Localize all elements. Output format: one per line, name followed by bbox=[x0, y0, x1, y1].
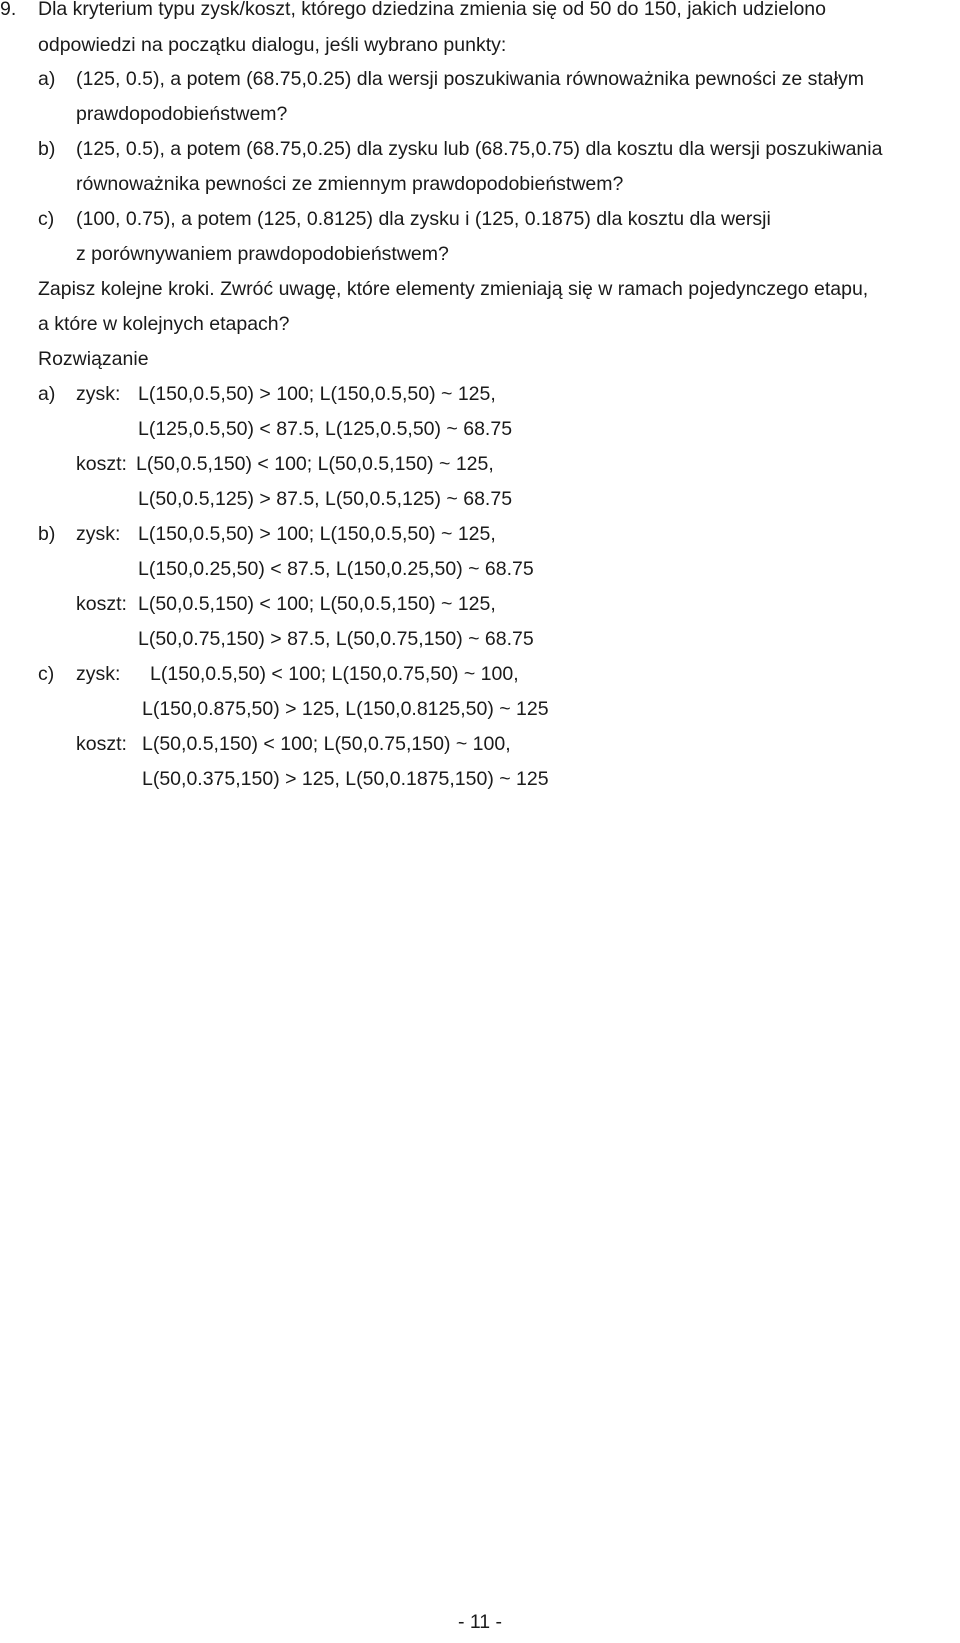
solution-b-label: b) bbox=[38, 523, 56, 545]
option-c-line-1: (100, 0.75), a potem (125, 0.8125) dla zysku i (125, 0.1875) dla kosztu dla wersji bbox=[76, 208, 771, 230]
task-line-2: a które w kolejnych etapach? bbox=[38, 313, 290, 335]
solution-a-cost-label: koszt: bbox=[76, 453, 127, 475]
solution-b-cost-2: L(50,0.75,150) > 87.5, L(50,0.75,150) ~ 68.75 bbox=[138, 628, 534, 650]
option-b-line-2: równoważnika pewności ze zmiennym prawdopodobieństwem? bbox=[76, 173, 624, 195]
solution-c-cost-1: L(50,0.5,150) < 100; L(50,0.75,150) ~ 100, bbox=[142, 733, 511, 755]
option-b-line-1: (125, 0.5), a potem (68.75,0.25) dla zysku lub (68.75,0.75) dla kosztu dla wersji poszukiwania bbox=[76, 138, 883, 160]
solution-c-cost-label: koszt: bbox=[76, 733, 127, 755]
problem-intro-line-1: Dla kryterium typu zysk/koszt, którego dziedzina zmienia się od 50 do 150, jakich udzielono bbox=[38, 0, 826, 20]
solution-b-profit-label: zysk: bbox=[76, 523, 121, 545]
solution-b-cost-1: L(50,0.5,150) < 100; L(50,0.5,150) ~ 125, bbox=[138, 593, 496, 615]
solution-c-label: c) bbox=[38, 663, 55, 685]
solution-a-profit-2: L(125,0.5,50) < 87.5, L(125,0.5,50) ~ 68.75 bbox=[138, 418, 513, 440]
task-line-1: Zapisz kolejne kroki. Zwróć uwagę, które elementy zmieniają się w ramach pojedynczego etapu, bbox=[38, 278, 869, 300]
problem-intro-line-2: odpowiedzi na początku dialogu, jeśli wybrano punkty: bbox=[38, 34, 507, 56]
solution-a-cost-1: L(50,0.5,150) < 100; L(50,0.5,150) ~ 125, bbox=[136, 453, 494, 475]
solution-a-cost-2: L(50,0.5,125) > 87.5, L(50,0.5,125) ~ 68.75 bbox=[138, 488, 513, 510]
solution-heading: Rozwiązanie bbox=[38, 348, 149, 370]
solution-b-profit-1: L(150,0.5,50) > 100; L(150,0.5,50) ~ 125, bbox=[138, 523, 496, 545]
solution-a-profit-1: L(150,0.5,50) > 100; L(150,0.5,50) ~ 125, bbox=[138, 383, 496, 405]
option-a-label: a) bbox=[38, 68, 56, 90]
option-a-line-2: prawdopodobieństwem? bbox=[76, 103, 288, 125]
solution-c-profit-1: L(150,0.5,50) < 100; L(150,0.75,50) ~ 100, bbox=[150, 663, 519, 685]
solution-a-profit-label: zysk: bbox=[76, 383, 121, 405]
option-b-label: b) bbox=[38, 138, 56, 160]
solution-c-profit-2: L(150,0.875,50) > 125, L(150,0.8125,50) ~ 125 bbox=[142, 698, 549, 720]
solution-c-profit-label: zysk: bbox=[76, 663, 121, 685]
solution-b-profit-2: L(150,0.25,50) < 87.5, L(150,0.25,50) ~ 68.75 bbox=[138, 558, 534, 580]
solution-c-cost-2: L(50,0.375,150) > 125, L(50,0.1875,150) ~ 125 bbox=[142, 768, 549, 790]
solution-b-cost-label: koszt: bbox=[76, 593, 127, 615]
option-a-line-1: (125, 0.5), a potem (68.75,0.25) dla wersji poszukiwania równoważnika pewności ze stałym bbox=[76, 68, 864, 90]
option-c-line-2: z porównywaniem prawdopodobieństwem? bbox=[76, 243, 449, 265]
solution-a-label: a) bbox=[38, 383, 56, 405]
page-number: - 11 - bbox=[457, 1611, 503, 1633]
problem-number: 9. bbox=[0, 0, 17, 20]
option-c-label: c) bbox=[38, 208, 55, 230]
